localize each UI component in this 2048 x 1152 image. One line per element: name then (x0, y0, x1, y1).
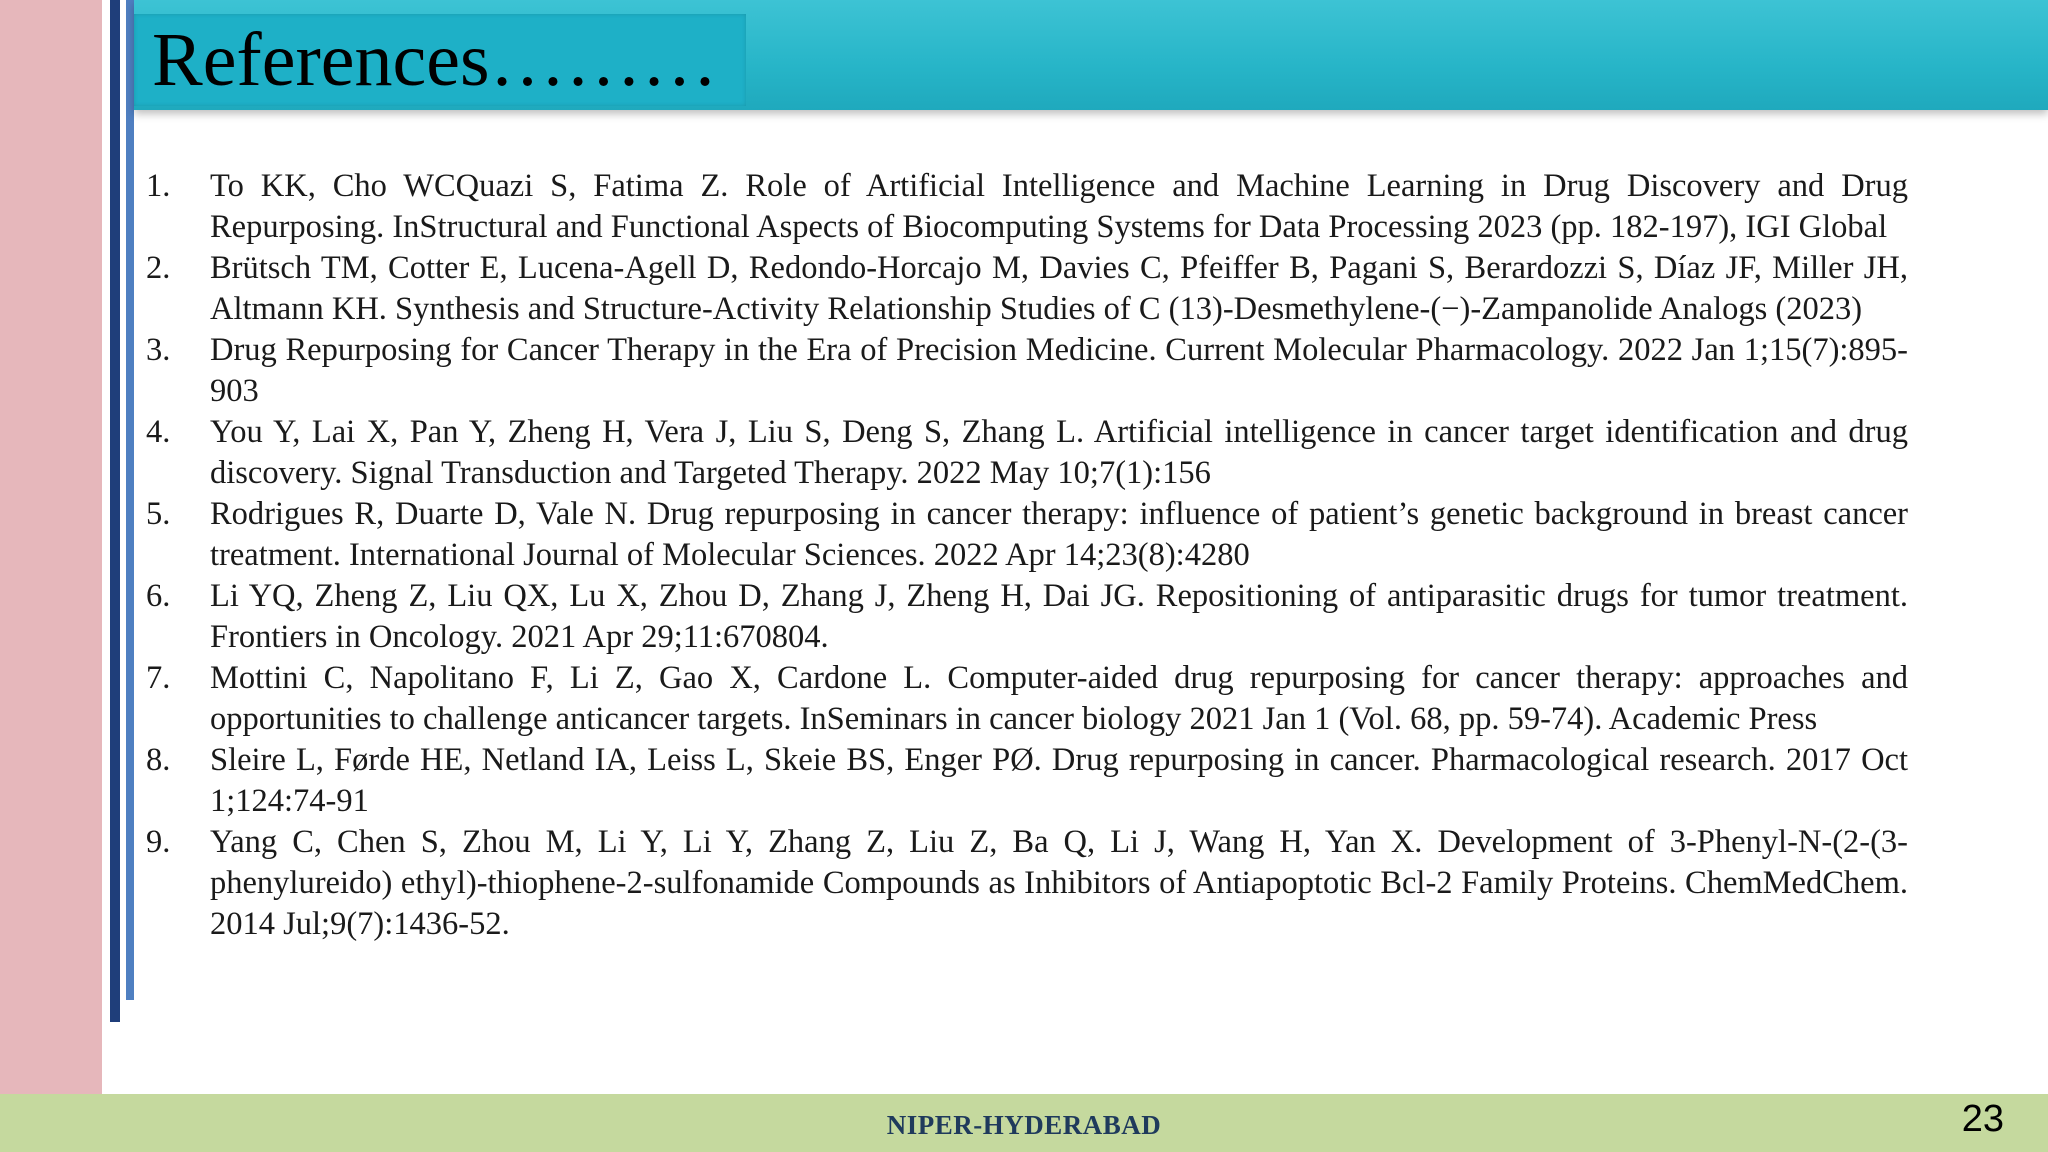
reference-item (146, 658, 1908, 740)
reference-text: Yang C, Chen S, Zhou M, Li Y, Li Y, Zhang Z, Liu Z, Ba Q, Li J, Wang H, Yan X. Development of 3-Phenyl-N-(2-(3-phenylureido) ethyl)-thiophene-2-sulfonamide Compounds as Inhibitors of Antiapoptotic Bcl-2 Family Proteins. ChemMedChem. 2014 Jul;9(7):1436-52. (210, 824, 1908, 942)
slide-title: References……… (152, 18, 718, 102)
reference-number: 6. (146, 578, 171, 614)
reference-number: 7. (146, 660, 171, 696)
footer-institution: NIPER-HYDERABAD (886, 1110, 1162, 1140)
reference-text: Mottini C, Napolitano F, Li Z, Gao X, Cardone L. Computer-aided drug repurposing for cancer therapy: approaches and opportunities to challenge anticancer targets. InSeminars in cancer biology 2021 Jan 1 (Vol. 68, pp. 59-74). Academic Press (210, 660, 1908, 737)
reference-number: 9. (146, 824, 171, 860)
reference-text: To KK, Cho WCQuazi S, Fatima Z. Role of Artificial Intelligence and Machine Learning in Drug Discovery and Drug Repurposing. InStructural and Functional Aspects of Biocomputing Systems for Data Processing 2023 (pp. 182-197), IGI Global (210, 168, 1908, 245)
reference-text: Li YQ, Zheng Z, Liu QX, Lu X, Zhou D, Zhang J, Zheng H, Dai JG. Repositioning of antiparasitic drugs for tumor treatment. Frontiers in Oncology. 2021 Apr 29;11:670804. (210, 578, 1908, 655)
reference-item (146, 822, 1908, 945)
reference-item (146, 330, 1908, 412)
reference-item (146, 248, 1908, 330)
left-decor-strip (0, 0, 102, 1094)
left-dark-blue-bar (110, 0, 120, 1022)
reference-number: 4. (146, 414, 171, 450)
reference-number: 1. (146, 168, 171, 204)
reference-item (146, 412, 1908, 494)
reference-text: Brütsch TM, Cotter E, Lucena-Agell D, Redondo-Horcajo M, Davies C, Pfeiffer B, Pagani S, Berardozzi S, Díaz JF, Miller JH, Altmann KH. Synthesis and Structure-Activity Relationship Studies of C (13)-Desmethylene-(−)-Zampanolide Analogs (2023) (210, 250, 1908, 327)
reference-item (146, 494, 1908, 576)
reference-number: 2. (146, 250, 171, 286)
reference-list (146, 166, 1908, 945)
reference-item (146, 166, 1908, 248)
reference-text: You Y, Lai X, Pan Y, Zheng H, Vera J, Liu S, Deng S, Zhang L. Artificial intelligence in cancer target identification and drug discovery. Signal Transduction and Targeted Therapy. 2022 May 10;7(1):156 (210, 414, 1908, 491)
page-number: 23 (1961, 1098, 2004, 1140)
reference-text: Rodrigues R, Duarte D, Vale N. Drug repurposing in cancer therapy: influence of patient’s genetic background in breast cancer treatment. International Journal of Molecular Sciences. 2022 Apr 14;23(8):4280 (210, 496, 1908, 573)
left-light-blue-bar (126, 0, 134, 1000)
reference-number: 5. (146, 496, 171, 532)
reference-text: Sleire L, Førde HE, Netland IA, Leiss L, Skeie BS, Enger PØ. Drug repurposing in cancer. Pharmacological research. 2017 Oct 1;124:74-91 (210, 742, 1908, 819)
reference-item (146, 740, 1908, 822)
reference-item (146, 576, 1908, 658)
reference-number: 8. (146, 742, 171, 778)
reference-number: 3. (146, 332, 171, 368)
reference-text: Drug Repurposing for Cancer Therapy in the Era of Precision Medicine. Current Molecular Pharmacology. 2022 Jan 1;15(7):895-903 (210, 332, 1908, 409)
